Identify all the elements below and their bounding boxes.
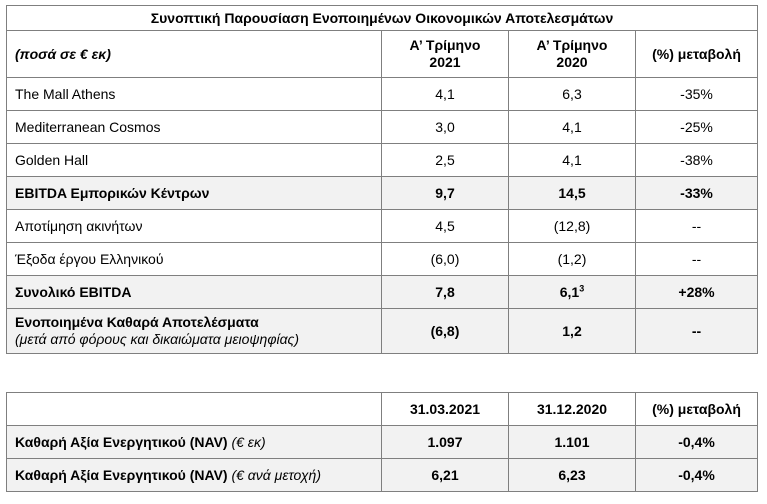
- value-2021: (6,8): [382, 309, 509, 354]
- value-2020: 4,1: [509, 144, 636, 177]
- table-row: [7, 459, 758, 492]
- value-2020: 6,3: [509, 78, 636, 111]
- row-label: Ενοποιημένα Καθαρά Αποτελέσματα (μετά από φόρους και δικαιώματα μειοψηφίας): [7, 309, 382, 354]
- table-title: Συνοπτική Παρουσίαση Ενοποιημένων Οικονομικών Αποτελεσμάτων: [7, 6, 758, 31]
- change-value: -33%: [636, 177, 758, 210]
- table-row: [7, 426, 758, 459]
- value-2020: (1,2): [509, 243, 636, 276]
- table-row: [7, 111, 758, 144]
- row-label: Έξοδα έργου Ελληνικού: [7, 243, 382, 276]
- table-row-subtotal: [7, 177, 758, 210]
- empty-header-cell: [7, 393, 382, 426]
- unit-label: (ποσά σε € εκ): [7, 31, 382, 78]
- change-value: --: [636, 243, 758, 276]
- change-value: -25%: [636, 111, 758, 144]
- change-value: +28%: [636, 276, 758, 309]
- row-unit: (€ ανά μετοχή): [231, 466, 321, 483]
- change-value: --: [636, 309, 758, 354]
- value-2021: 4,1: [382, 78, 509, 111]
- row-label: Mediterranean Cosmos: [7, 111, 382, 144]
- value-2021: (6,0): [382, 243, 509, 276]
- value-2021: 2,5: [382, 144, 509, 177]
- col-header-change: (%) μεταβολή: [636, 393, 758, 426]
- nav-table: [6, 392, 758, 492]
- col-header-date-2: 31.12.2020: [509, 393, 636, 426]
- col-header-change: (%) μεταβολή: [636, 31, 758, 78]
- value-2020: 14,5: [509, 177, 636, 210]
- value-2021: 3,0: [382, 111, 509, 144]
- change-value: -0,4%: [636, 459, 758, 492]
- value-2020: (12,8): [509, 210, 636, 243]
- value-2021: 4,5: [382, 210, 509, 243]
- value-date-1: 6,21: [382, 459, 509, 492]
- table-title-row: [7, 6, 758, 31]
- change-value: -35%: [636, 78, 758, 111]
- row-sublabel: (μετά από φόρους και δικαιώματα μειοψηφίας): [15, 331, 300, 347]
- row-label: Καθαρή Αξία Ενεργητικού (NAV) (€ εκ): [7, 426, 382, 459]
- row-label: Αποτίμηση ακινήτων: [7, 210, 382, 243]
- value-2020: 1,2: [509, 309, 636, 354]
- header-row: [7, 31, 758, 78]
- table-row: [7, 78, 758, 111]
- value-date-2: 6,23: [509, 459, 636, 492]
- table-row: [7, 210, 758, 243]
- row-label: Καθαρή Αξία Ενεργητικού (NAV) (€ ανά μετοχή): [7, 459, 382, 492]
- change-value: -38%: [636, 144, 758, 177]
- change-value: -0,4%: [636, 426, 758, 459]
- col-header-date-1: 31.03.2021: [382, 393, 509, 426]
- col-header-q1-2021: Α’ Τρίμηνο 2021: [382, 31, 509, 78]
- value-2020: $6,1^3$: [509, 276, 636, 309]
- nav-header-row: [7, 393, 758, 426]
- table-row-net-results: [7, 309, 758, 354]
- table-row-total-ebitda: [7, 276, 758, 309]
- table-row: [7, 144, 758, 177]
- value-date-2: 1.101: [509, 426, 636, 459]
- row-label: Golden Hall: [7, 144, 382, 177]
- table-row: [7, 243, 758, 276]
- value-2020: 4,1: [509, 111, 636, 144]
- row-label: Συνολικό EBITDA: [7, 276, 382, 309]
- change-value: --: [636, 210, 758, 243]
- row-label: EBITDA Εμπορικών Κέντρων: [7, 177, 382, 210]
- financial-summary-table: [6, 5, 758, 354]
- row-label: The Mall Athens: [7, 78, 382, 111]
- footnote-marker: 3: [579, 282, 585, 293]
- col-header-q1-2020: Α’ Τρίμηνο 2020: [509, 31, 636, 78]
- value-date-1: 1.097: [382, 426, 509, 459]
- value-2021: 7,8: [382, 276, 509, 309]
- row-unit: (€ εκ): [231, 433, 266, 450]
- value-2021: 9,7: [382, 177, 509, 210]
